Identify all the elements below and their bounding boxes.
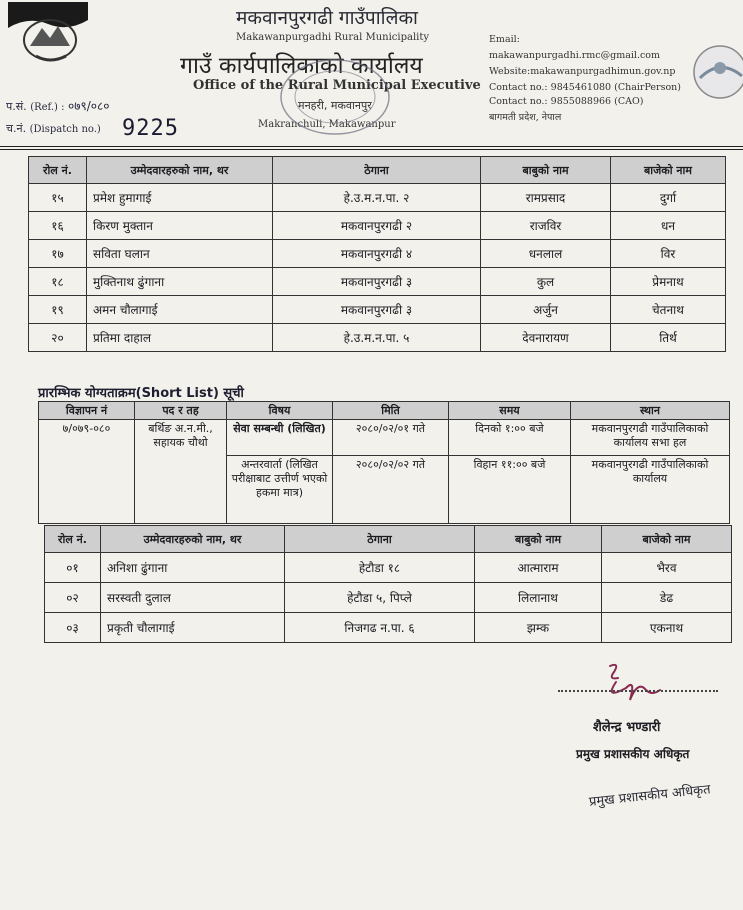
table-row: १९ अमन चौलागाई मकवानपुरगढी ३ अर्जुन चेतनाथ [29,296,726,324]
col-time: समय [449,402,571,420]
col-date: मिति [333,402,449,420]
post-level: बर्थिङ अ.न.मी., सहायक चौथो [135,420,227,524]
office-name-np: गाउँ कार्यपालिकाको कार्यालय [180,53,423,79]
office-stamp-icon [276,56,394,138]
municipality-name-np: मकवानपुरगढी गाउँपालिका [236,7,418,29]
dispatch-number: च.नं. (Dispatch no.) [6,122,101,135]
col-roll: रोल नं. [29,157,87,184]
table-row: ०३ प्रकृती चौलागाई निजगढ न.पा. ६ झम्क एकनाथ [45,613,732,643]
col-name: उम्मेदवारहरुको नाम, थर [87,157,273,184]
signatory-designation: प्रमुख प्रशासकीय अधिकृत [576,747,690,761]
email-address: makawanpurgadhi.rmc@gmail.com [489,50,661,61]
address-np: मनहरी, मकवानपुर [298,99,372,112]
col-grandfather: बाजेको नाम [602,526,732,553]
col-name: उम्मेदवारहरुको नाम, थर [101,526,285,553]
table-row: १६ किरण मुक्तान मकवानपुरगढी २ राजविर धन [29,212,726,240]
table-row: १५ प्रमेश हुमागाई हे.उ.म.न.पा. २ रामप्रसाद दुर्गा [29,184,726,212]
table-row: २० प्रतिमा दाहाल हे.उ.म.न.पा. ५ देवनारायण तिर्थ [29,324,726,352]
col-venue: स्थान [571,402,730,420]
col-address: ठेगाना [285,526,475,553]
col-grandfather: बाजेको नाम [611,157,726,184]
shortlist-title: प्रारम्भिक योग्यताक्रम(Short List) सूची [38,386,244,401]
col-post: पद र तह [135,402,227,420]
candidate-table-1 [28,156,726,352]
table-row: ०२ सरस्वती दुलाल हेटौडा ५, पिप्ले लिलानाथ डेढ [45,583,732,613]
table-header-row [29,157,726,184]
signatory-name: शैलेन्द्र भण्डारी [593,720,661,735]
province: बागमती प्रदेश, नेपाल [489,112,562,123]
table-header-row [45,526,732,553]
header-divider-2 [0,149,743,150]
signature-line [558,690,718,692]
table-row: ७/०७९-०८० बर्थिङ अ.न.मी., सहायक चौथो सेवा सम्बन्धी (लिखित) २०८०/०२/०१ गते दिनको १:०० बजे मकवानपुरगढी गाउँपालिकाको कार्यालय सभा हल [39,420,730,456]
shortlist-schedule-table [38,401,730,524]
col-subject: विषय [227,402,333,420]
email-label: Email: [489,34,520,45]
table-row: १७ सविता घलान मकवानपुरगढी ४ धनलाल विर [29,240,726,268]
office-name-en: Office of the Rural Municipal Executive [193,78,481,93]
table-header-row [39,402,730,420]
col-father: बाबुको नाम [475,526,602,553]
nepal-emblem-icon [8,2,88,66]
municipality-logo-icon [690,42,743,100]
address-en: Makranchuli, Makawanpur [258,119,396,130]
col-address: ठेगाना [273,157,481,184]
header-divider [0,146,743,147]
ref-number: प.सं. (Ref.) : ०७९/०८० [6,99,110,113]
designation-stamp: प्रमुख प्रशासकीय अधिकृत [588,782,712,810]
table-row: अन्तरवार्ता (लिखित परीक्षाबाट उत्तीर्ण भएको हकमा मात्र) २०८०/०२/०२ गते विहान ११:०० बजे मकवानपुरगढी गाउँपालिकाको कार्यालय [39,456,730,524]
col-roll: रोल नं. [45,526,101,553]
contact-cao: Contact no.: 9855088966 (CAO) [489,96,644,107]
table-row: ०१ अनिशा ढुंगाना हेटौडा १८ आत्माराम भैरव [45,553,732,583]
signature-icon [596,660,666,708]
ad-number: ७/०७९-०८० [39,420,135,524]
table-row: १८ मुक्तिनाथ ढुंगाना मकवानपुरगढी ३ कुल प्रेमनाथ [29,268,726,296]
col-father: बाबुको नाम [481,157,611,184]
municipality-name-en: Makawanpurgadhi Rural Municipality [236,32,430,43]
dispatch-handwritten-value: 9225 [122,116,179,141]
candidate-table-2 [44,525,732,643]
col-ad-no: विज्ञापन नं [39,402,135,420]
contact-chairperson: Contact no.: 9845461080 (ChairPerson) [489,82,682,93]
website: Website:makawanpurgadhimun.gov.np [489,66,676,77]
